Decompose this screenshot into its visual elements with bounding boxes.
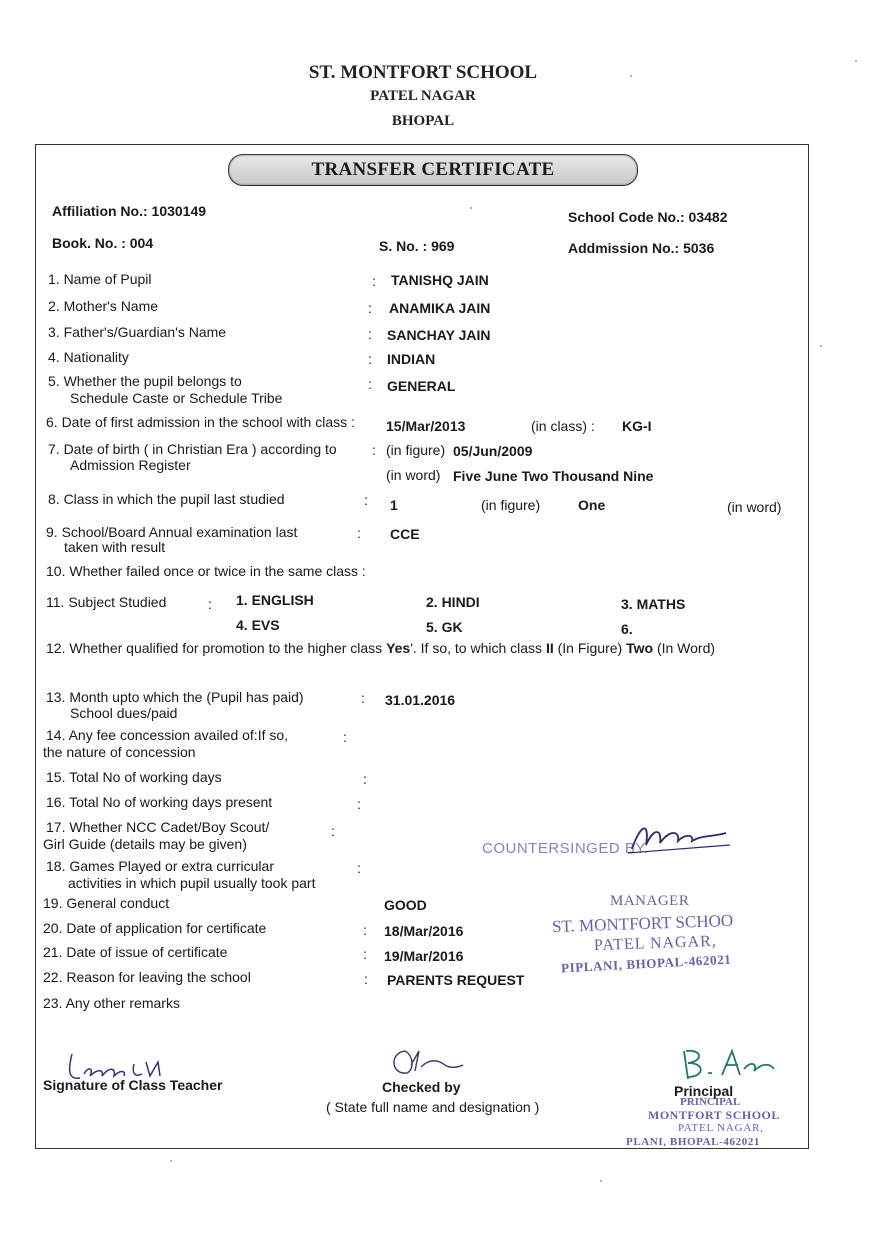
colon: : xyxy=(372,442,376,458)
colon: : xyxy=(368,376,372,392)
colon: : xyxy=(363,946,367,962)
field-21-label: 21. Date of issue of certificate xyxy=(43,944,228,960)
field-7-label-line1: 7. Date of birth ( in Christian Era ) according to xyxy=(48,441,337,457)
principal-stamp-line2: MONTFORT SCHOOL xyxy=(648,1108,780,1122)
field-2-value: ANAMIKA JAIN xyxy=(389,300,491,316)
field-7-infigure: (in figure) xyxy=(386,442,446,458)
field-12-yes: Yes xyxy=(386,640,411,656)
field-5-label-line1: 5. Whether the pupil belongs to xyxy=(48,373,242,389)
field-14-label-line2: the nature of concession xyxy=(43,744,196,760)
field-22-label: 22. Reason for leaving the school xyxy=(43,969,251,985)
field-7-inword: (in word) xyxy=(386,467,441,483)
field-5-label-line2: Schedule Caste or Schedule Tribe xyxy=(70,390,283,406)
subject-2: 2. HINDI xyxy=(426,594,480,610)
field-1-label: 1. Name of Pupil xyxy=(48,271,152,287)
colon: : xyxy=(368,351,372,367)
principal-signature xyxy=(678,1045,778,1085)
field-22-value: PARENTS REQUEST xyxy=(387,972,525,988)
field-11-label: 11. Subject Studied xyxy=(46,594,167,610)
field-6-label: 6. Date of first admission in the school with class : xyxy=(46,414,355,430)
school-code: School Code No.: 03482 xyxy=(568,209,728,225)
field-13-label-line2: School dues/paid xyxy=(70,705,178,721)
subject-5: 5. GK xyxy=(426,619,463,635)
field-12-figure: II xyxy=(545,640,554,656)
countersign-signature xyxy=(620,815,740,855)
field-8-value: 1 xyxy=(390,497,398,513)
field-19-value: GOOD xyxy=(384,897,427,913)
field-12-line xyxy=(46,640,715,656)
colon: : xyxy=(363,771,367,787)
subject-1: 1. ENGLISH xyxy=(236,592,314,608)
field-19-label: 19. General conduct xyxy=(43,895,170,911)
field-18-label-line2: activities in which pupil usually took part xyxy=(68,875,316,891)
manager-stamp-line4: PIPLANI, BHOPAL-462021 xyxy=(560,951,732,976)
scan-speck xyxy=(470,207,472,209)
scan-speck xyxy=(630,75,632,77)
school-city: BHOPAL xyxy=(391,113,455,129)
colon: : xyxy=(331,823,335,839)
field-21-value: 19/Mar/2016 xyxy=(384,948,464,964)
field-12-text-b: '. If so, to which class xyxy=(410,640,543,656)
countersign-signature-text xyxy=(640,820,643,821)
scan-speck xyxy=(600,1180,602,1182)
field-1-value: TANISHQ JAIN xyxy=(391,272,489,288)
scan-speck xyxy=(820,345,822,347)
field-4-value: INDIAN xyxy=(387,351,436,367)
colon: : xyxy=(364,492,368,508)
manager-stamp-line3: PATEL NAGAR, xyxy=(593,932,718,955)
field-2-label: 2. Mother's Name xyxy=(48,298,159,314)
school-name: ST. MONTFORT SCHOOL xyxy=(308,62,538,83)
school-area: PATEL NAGAR xyxy=(370,88,476,104)
admission-no: Addmission No.: 5036 xyxy=(568,240,715,256)
field-13-value: 31.01.2016 xyxy=(385,692,456,708)
class-teacher-label: Signature of Class Teacher xyxy=(43,1077,223,1093)
teacher-signature-text xyxy=(70,1052,74,1053)
field-8-label: 8. Class in which the pupil last studied xyxy=(48,491,285,507)
colon: : xyxy=(343,729,347,745)
field-12-text-d: (In Word) xyxy=(656,640,716,656)
colon: : xyxy=(363,922,367,938)
field-10-label: 10. Whether failed once or twice in the same class : xyxy=(46,563,366,579)
field-16-label: 16. Total No of working days present xyxy=(46,794,273,810)
subject-6: 6. xyxy=(621,621,633,637)
field-8-infigure: (in figure) xyxy=(481,497,541,513)
affiliation-no: Affiliation No.: 1030149 xyxy=(52,203,207,219)
scan-speck xyxy=(855,60,857,62)
field-8-word: One xyxy=(578,497,606,513)
checked-by-label: Checked by xyxy=(382,1079,461,1095)
field-12-text-a: 12. Whether qualified for promotion to the higher class xyxy=(46,640,383,656)
field-7-figure-value: 05/Jun/2009 xyxy=(453,443,533,459)
book-no: Book. No. : 004 xyxy=(52,235,154,251)
field-18-label-line1: 18. Games Played or extra curricular xyxy=(46,858,274,874)
field-14-label-line1: 14. Any fee concession availed of:If so, xyxy=(46,727,289,743)
certificate-title-banner xyxy=(228,154,638,186)
field-23-label: 23. Any other remarks xyxy=(43,995,180,1011)
principal-label: Principal xyxy=(674,1083,734,1099)
countersigned-stamp: COUNTERSINGED BY. xyxy=(482,840,649,857)
subject-3: 3. MATHS xyxy=(621,596,686,612)
field-6-class: KG-I xyxy=(622,418,652,434)
colon: : xyxy=(372,273,376,289)
field-9-label-line2: taken with result xyxy=(64,539,166,555)
principal-stamp-line4: PLANI, BHOPAL-462021 xyxy=(626,1136,761,1148)
colon: : xyxy=(364,971,368,987)
field-5-value: GENERAL xyxy=(387,378,456,394)
colon: : xyxy=(368,300,372,316)
field-7-word-value: Five June Two Thousand Nine xyxy=(453,468,654,484)
field-9-label-line1: 9. School/Board Annual examination last xyxy=(46,524,298,540)
field-17-label-line1: 17. Whether NCC Cadet/Boy Scout/ xyxy=(46,819,270,835)
field-20-value: 18/Mar/2016 xyxy=(384,923,464,939)
subject-4: 4. EVS xyxy=(236,617,280,633)
principal-stamp-line1: PRINCIPAL xyxy=(680,1096,741,1108)
principal-stamp-line3: PATEL NAGAR, xyxy=(678,1122,764,1134)
field-6-date: 15/Mar/2013 xyxy=(386,418,466,434)
field-13-label-line1: 13. Month upto which the (Pupil has paid) xyxy=(46,689,304,705)
colon: : xyxy=(357,860,361,876)
scan-speck xyxy=(170,1160,172,1162)
colon: : xyxy=(357,525,361,541)
colon: : xyxy=(368,326,372,342)
colon: : xyxy=(361,690,365,706)
checked-by-note: ( State full name and designation ) xyxy=(326,1099,540,1115)
principal-signature-text xyxy=(690,1050,693,1051)
field-15-label: 15. Total No of working days xyxy=(46,769,222,785)
colon: : xyxy=(357,796,361,812)
field-12-word: Two xyxy=(626,640,654,656)
certificate-title: TRANSFER CERTIFICATE xyxy=(311,159,555,180)
field-8-inword: (in word) xyxy=(727,499,782,515)
field-12-text-c: (In Figure) xyxy=(557,640,623,656)
colon: : xyxy=(208,596,212,612)
field-9-value: CCE xyxy=(390,526,420,542)
field-3-value: SANCHAY JAIN xyxy=(387,327,491,343)
field-4-label: 4. Nationality xyxy=(48,349,129,365)
field-7-label-line2: Admission Register xyxy=(70,457,191,473)
field-20-label: 20. Date of application for certificate xyxy=(43,920,267,936)
field-17-label-line2: Girl Guide (details may be given) xyxy=(43,836,247,852)
field-6-inclass: (in class) : xyxy=(531,418,595,434)
manager-stamp-line1: MANAGER xyxy=(610,893,690,909)
serial-no: S. No. : 969 xyxy=(379,238,455,254)
field-3-label: 3. Father's/Guardian's Name xyxy=(48,324,227,340)
manager-stamp-line2: ST. MONTFORT SCHOO xyxy=(551,910,734,937)
